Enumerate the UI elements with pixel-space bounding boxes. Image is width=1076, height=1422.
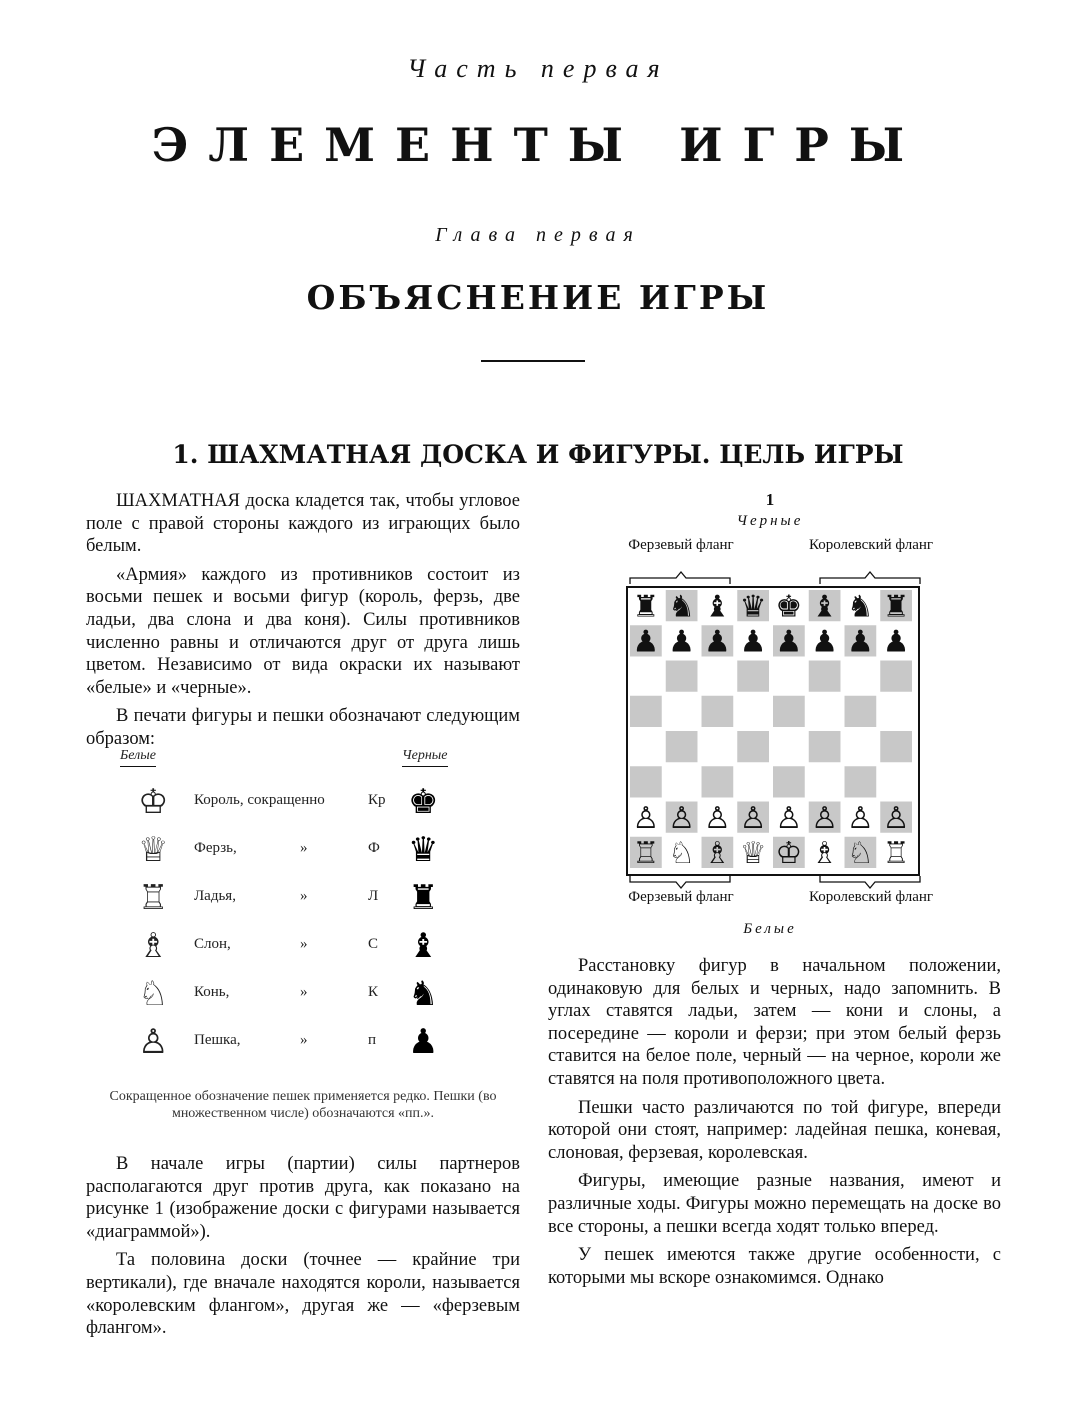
board-piece: ♙ xyxy=(739,800,767,836)
ditto-mark: » xyxy=(300,984,308,1000)
paragraph: В начале игры (партии) силы партнеров располагаются друг против друга, как показано на рисунке 1 (изображение доски с фигурами называется «диаграммой»). xyxy=(86,1154,520,1242)
left-column-bottom xyxy=(86,1153,520,1346)
light-square xyxy=(845,731,877,762)
chapter-label: Глава первая xyxy=(435,224,641,246)
diagram-white-label: Белые xyxy=(743,921,797,937)
paragraph: Расстановку фигур в начальном положении, одинаковую для белых и черных, надо запомнить. В углах ставятся ладьи, затем — кони и слоны, а посередине — короли и ферзи; при этом белый ферзь ставится на белое поле, черный — на черное, короли же ставятся на поля противоположного цвета. xyxy=(548,956,1001,1089)
dark-square xyxy=(773,696,805,727)
dark-square xyxy=(666,731,698,762)
notation-row-king xyxy=(112,780,512,824)
light-square xyxy=(773,661,805,692)
board-piece: ♘ xyxy=(846,836,874,871)
light-square xyxy=(630,661,662,692)
ditto-mark: » xyxy=(300,936,308,952)
dark-square xyxy=(880,661,912,692)
notation-caption: Сокращенное обозначение пешек применяется редко. Пешки (во множественном числе) обозначаются «пп.». xyxy=(109,1089,497,1121)
board-piece: ♟ xyxy=(775,624,803,660)
board-piece: ♜ xyxy=(882,589,910,625)
board-piece: ♙ xyxy=(632,800,660,836)
board-piece: ♙ xyxy=(882,800,910,836)
dark-square xyxy=(630,696,662,727)
light-square xyxy=(845,661,877,692)
notation-row-queen xyxy=(112,828,512,872)
right-column xyxy=(548,955,1001,1295)
board-piece: ♝ xyxy=(703,589,731,625)
board-piece: ♖ xyxy=(632,836,660,871)
black-king-icon: ♚ xyxy=(408,782,439,822)
piece-abbr: п xyxy=(368,1032,377,1048)
dark-square xyxy=(702,766,734,797)
part-title: ЭЛЕМЕНТЫ ИГРЫ xyxy=(151,118,925,172)
dark-square xyxy=(845,696,877,727)
piece-name: Пешка, xyxy=(194,1032,241,1048)
queen-flank-label-top: Ферзевый фланг xyxy=(628,537,734,553)
light-square xyxy=(702,731,734,762)
board-piece: ♙ xyxy=(811,800,839,836)
paragraph: Фигуры, имеющие разные названия, имеют и различные ходы. Фигуры можно перемещать на доске во все стороны, а пешки всегда ходят только вперед. xyxy=(548,1171,1001,1237)
white-header: Белые xyxy=(120,748,156,767)
black-rook-icon: ♜ xyxy=(408,878,439,918)
dark-square xyxy=(737,661,769,692)
queen-flank-brace-bottom xyxy=(630,876,730,888)
piece-abbr: Кр xyxy=(368,792,386,808)
light-square xyxy=(880,766,912,797)
black-knight-icon: ♞ xyxy=(408,974,439,1014)
king-flank-label-bottom: Королевский фланг xyxy=(808,889,934,905)
dark-square xyxy=(809,661,841,692)
black-pawn-icon: ♟ xyxy=(408,1022,439,1062)
board-piece: ♙ xyxy=(846,800,874,836)
queen-flank-brace-top xyxy=(630,572,730,584)
board-piece: ♜ xyxy=(632,589,660,625)
notation-table xyxy=(112,748,512,1078)
light-square xyxy=(809,766,841,797)
board-piece: ♙ xyxy=(703,800,731,836)
board-piece: ♞ xyxy=(668,589,696,625)
notation-row-knight xyxy=(112,972,512,1016)
white-pawn-icon: ♙ xyxy=(138,1022,169,1062)
board-piece: ♗ xyxy=(703,836,731,871)
paragraph: В печати фигуры и пешки обозначают следующим образом: xyxy=(86,706,520,749)
dark-square xyxy=(880,731,912,762)
light-square xyxy=(666,766,698,797)
piece-name: Ладья, xyxy=(194,888,236,904)
title-divider xyxy=(481,360,585,362)
board-piece: ♟ xyxy=(882,624,910,660)
board-piece: ♘ xyxy=(668,836,696,871)
diagram-number: 1 xyxy=(765,490,775,509)
white-rook-icon: ♖ xyxy=(138,878,169,918)
light-square xyxy=(809,696,841,727)
part-label: Часть первая xyxy=(407,54,669,83)
board-piece: ♙ xyxy=(668,800,696,836)
piece-name: Ферзь, xyxy=(194,840,237,856)
black-queen-icon: ♛ xyxy=(408,830,439,870)
piece-abbr: С xyxy=(368,936,379,952)
board-piece: ♟ xyxy=(811,624,839,660)
board-piece: ♟ xyxy=(632,624,660,660)
paragraph: Та половина доски (точнее — крайние три вертикали), где вначале находятся короли, называется «королевским флангом», другая же — «ферзевым флангом». xyxy=(86,1250,520,1339)
black-header: Черные xyxy=(402,748,448,767)
light-square xyxy=(666,696,698,727)
notation-row-pawn xyxy=(112,1020,512,1064)
dark-square xyxy=(630,766,662,797)
chapter-title: ОБЪЯСНЕНИЕ ИГРЫ xyxy=(306,278,770,317)
piece-abbr: К xyxy=(368,984,379,1000)
board-piece: ♞ xyxy=(846,589,874,625)
piece-name: Король, сокращенно xyxy=(194,792,325,808)
paragraph: «Армия» каждого из противников состоит из восьми пешек и восьми фигур (король, ферзь, две ладьи, два слона и два коня). Силы противников численно равны и отличаются друг от друга лишь цветом. Независимо от вида окраски их называют «белые» и «черные». xyxy=(86,564,520,698)
left-column-top xyxy=(86,490,520,757)
board-piece: ♖ xyxy=(882,836,910,871)
black-bishop-icon: ♝ xyxy=(408,926,439,966)
board-piece: ♟ xyxy=(668,624,696,660)
ditto-mark: » xyxy=(300,840,308,856)
light-square xyxy=(702,661,734,692)
king-flank-brace-top xyxy=(820,572,920,584)
light-square xyxy=(630,731,662,762)
notation-row-bishop xyxy=(112,924,512,968)
dark-square xyxy=(666,661,698,692)
board-piece: ♟ xyxy=(703,624,731,660)
board-piece: ♔ xyxy=(775,836,803,871)
dark-square xyxy=(809,731,841,762)
diagram-black-label: Черные xyxy=(736,513,804,529)
piece-abbr: Ф xyxy=(368,840,380,856)
board-piece: ♗ xyxy=(811,836,839,871)
board-piece: ♟ xyxy=(739,624,767,660)
king-flank-label-top: Королевский фланг xyxy=(808,537,934,553)
light-square xyxy=(773,731,805,762)
board-piece: ♟ xyxy=(846,624,874,660)
paragraph: ШАХМАТНАЯ доска кладется так, чтобы угловое поле с правой стороны каждого из играющих было белым. xyxy=(86,491,520,557)
piece-name: Конь, xyxy=(194,984,230,1000)
paragraph: У пешек имеются также другие особенности, с которыми мы вскоре ознакомимся. Однако xyxy=(548,1245,1001,1288)
board-piece: ♕ xyxy=(739,836,767,871)
white-bishop-icon: ♗ xyxy=(138,926,169,966)
board-piece: ♛ xyxy=(739,589,767,625)
board-piece: ♙ xyxy=(775,800,803,836)
section-title: 1. ШАХМАТНАЯ ДОСКА И ФИГУРЫ. ЦЕЛЬ ИГРЫ xyxy=(172,440,904,469)
white-king-icon: ♔ xyxy=(138,782,169,822)
dark-square xyxy=(773,766,805,797)
notation-row-rook xyxy=(112,876,512,920)
light-square xyxy=(737,766,769,797)
board-piece: ♚ xyxy=(775,589,803,625)
king-flank-brace-bottom xyxy=(820,876,920,888)
piece-abbr: Л xyxy=(368,888,379,904)
ditto-mark: » xyxy=(300,1032,308,1048)
dark-square xyxy=(702,696,734,727)
dark-square xyxy=(737,731,769,762)
chess-board xyxy=(626,586,920,876)
queen-flank-label-bottom: Ферзевый фланг xyxy=(628,889,734,905)
white-queen-icon: ♕ xyxy=(138,830,169,870)
light-square xyxy=(880,696,912,727)
white-knight-icon: ♘ xyxy=(138,974,169,1014)
dark-square xyxy=(845,766,877,797)
board-piece: ♝ xyxy=(811,589,839,625)
ditto-mark: » xyxy=(300,888,308,904)
piece-name: Слон, xyxy=(194,936,231,952)
paragraph: Пешки часто различаются по той фигуре, впереди которой они стоят, например: ладейная пешка, коневая, слоновая, ферзевая, королевская. xyxy=(548,1097,1001,1163)
light-square xyxy=(737,696,769,727)
